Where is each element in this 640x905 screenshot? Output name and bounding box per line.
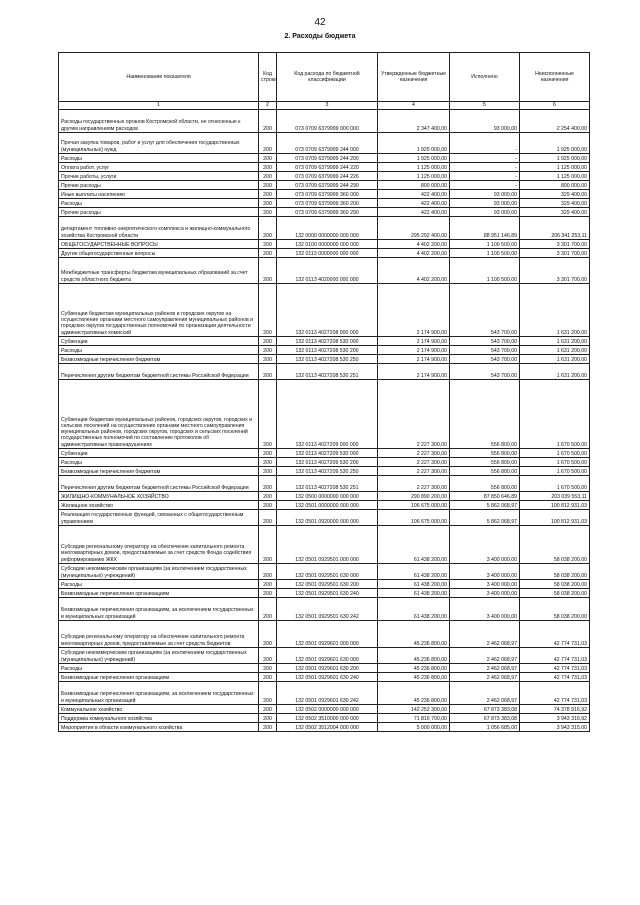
cell-executed: 3 400 000,00: [450, 564, 520, 580]
cell-approved: 2 227 300,00: [378, 476, 450, 492]
cell-unexecuted: 58 038 200,00: [520, 580, 590, 589]
cell-approved: 422 400,00: [378, 208, 450, 217]
cell-executed: 543 700,00: [450, 355, 520, 364]
cell-name: Расходы: [59, 580, 259, 589]
cell-class-code: 132 0501 0929501 630 000: [277, 564, 378, 580]
cell-line-code: 200: [259, 190, 277, 199]
cell-unexecuted: 3 943 316,92: [520, 714, 590, 723]
cell-line-code: 200: [259, 284, 277, 337]
cell-executed: 93 000,00: [450, 190, 520, 199]
cell-line-code: 200: [259, 380, 277, 449]
cell-line-code: 200: [259, 673, 277, 682]
cell-executed: -: [450, 154, 520, 163]
table-row: [59, 258, 590, 284]
table-row: [59, 714, 590, 723]
cell-executed: 67 873 383,08: [450, 714, 520, 723]
cell-approved: 2 227 300,00: [378, 467, 450, 476]
cell-name: Субсидии некоммерческим организациям (за исключением государственных (муниципальных) учреждений): [59, 564, 259, 580]
cell-executed: 543 700,00: [450, 364, 520, 380]
cell-line-code: 200: [259, 714, 277, 723]
cell-approved: 4 402 200,00: [378, 249, 450, 258]
cell-executed: 5 862 068,97: [450, 510, 520, 526]
cell-approved: 45 236 800,00: [378, 621, 450, 648]
cell-unexecuted: 1 631 200,00: [520, 346, 590, 355]
cell-line-code: 200: [259, 110, 277, 133]
cell-line-code: 200: [259, 705, 277, 714]
cell-approved: 142 252 300,00: [378, 705, 450, 714]
cell-executed: 3 400 000,00: [450, 598, 520, 621]
cell-unexecuted: 1 631 200,00: [520, 284, 590, 337]
cell-approved: 2 347 400,00: [378, 110, 450, 133]
table-row: [59, 449, 590, 458]
col-number: 6: [520, 102, 590, 110]
cell-class-code: 132 0113 4027208 530 000: [277, 337, 378, 346]
cell-class-code: 132 0501 0929601 630 240: [277, 673, 378, 682]
cell-line-code: 200: [259, 648, 277, 664]
cell-executed: 556 800,00: [450, 449, 520, 458]
cell-line-code: 200: [259, 258, 277, 284]
cell-unexecuted: 58 038 200,00: [520, 526, 590, 564]
cell-line-code: 200: [259, 337, 277, 346]
cell-unexecuted: 42 774 731,03: [520, 648, 590, 664]
table-row: [59, 190, 590, 199]
cell-class-code: 132 0502 3512004 000 000: [277, 723, 378, 732]
cell-line-code: 200: [259, 501, 277, 510]
table-row: [59, 476, 590, 492]
cell-class-code: 132 0501 0929601 630 242: [277, 682, 378, 705]
table-row: [59, 364, 590, 380]
cell-unexecuted: 3 301 700,00: [520, 249, 590, 258]
table-row: [59, 673, 590, 682]
page-number: 42: [314, 17, 326, 28]
cell-line-code: 200: [259, 492, 277, 501]
cell-class-code: 132 0501 0920000 000 000: [277, 510, 378, 526]
cell-line-code: 200: [259, 364, 277, 380]
cell-unexecuted: 100 812 931,03: [520, 501, 590, 510]
table-row: [59, 510, 590, 526]
cell-name: Жилищное хозяйство: [59, 501, 259, 510]
cell-name: Иные выплаты населению: [59, 190, 259, 199]
cell-approved: 2 174 900,00: [378, 284, 450, 337]
cell-name: Субвенции: [59, 449, 259, 458]
cell-approved: 1 925 000,00: [378, 133, 450, 154]
cell-name: Расходы: [59, 664, 259, 673]
cell-line-code: 200: [259, 598, 277, 621]
cell-executed: 1 056 685,00: [450, 723, 520, 732]
cell-class-code: 132 0113 4027209 000 000: [277, 380, 378, 449]
cell-name: Прочие расходы: [59, 208, 259, 217]
cell-approved: 295 292 400,00: [378, 217, 450, 240]
col-number: 1: [59, 102, 259, 110]
cell-line-code: 200: [259, 240, 277, 249]
cell-class-code: 132 0502 3510000 000 000: [277, 714, 378, 723]
cell-approved: 290 890 200,00: [378, 492, 450, 501]
table-row: [59, 580, 590, 589]
cell-class-code: 132 0501 0929501 000 000: [277, 526, 378, 564]
cell-class-code: 132 0113 4027209 530 200: [277, 458, 378, 467]
cell-class-code: 132 0113 4027208 530 250: [277, 355, 378, 364]
cell-approved: 61 438 200,00: [378, 580, 450, 589]
cell-unexecuted: 1 670 500,00: [520, 476, 590, 492]
cell-approved: 4 402 200,00: [378, 258, 450, 284]
table-row: [59, 133, 590, 154]
cell-unexecuted: 1 631 200,00: [520, 364, 590, 380]
cell-name: ОБЩЕГОСУДАРСТВЕННЫЕ ВОПРОСЫ: [59, 240, 259, 249]
cell-name: Субсидии некоммерческим организациям (за исключением государственных (муниципальных) учреждений): [59, 648, 259, 664]
cell-unexecuted: 3 943 315,00: [520, 723, 590, 732]
cell-class-code: 132 0501 0929601 630 200: [277, 664, 378, 673]
col-number: 2: [259, 102, 277, 110]
cell-executed: 556 800,00: [450, 380, 520, 449]
cell-approved: 422 400,00: [378, 199, 450, 208]
cell-approved: 1 125 000,00: [378, 172, 450, 181]
cell-line-code: 200: [259, 355, 277, 364]
cell-unexecuted: 58 038 200,00: [520, 564, 590, 580]
cell-class-code: 132 0501 0000000 000 000: [277, 501, 378, 510]
table-row: [59, 467, 590, 476]
table-row: [59, 172, 590, 181]
table-row: [59, 240, 590, 249]
cell-unexecuted: 1 670 500,00: [520, 467, 590, 476]
table-row: [59, 458, 590, 467]
cell-line-code: 200: [259, 664, 277, 673]
cell-executed: 556 800,00: [450, 458, 520, 467]
cell-class-code: 132 0501 0929601 630 000: [277, 648, 378, 664]
cell-executed: 3 400 000,00: [450, 589, 520, 598]
cell-unexecuted: 74 378 916,92: [520, 705, 590, 714]
cell-class-code: 073 0709 6379999 244 290: [277, 181, 378, 190]
cell-unexecuted: 3 301 700,00: [520, 258, 590, 284]
cell-executed: 543 700,00: [450, 284, 520, 337]
table-row: [59, 664, 590, 673]
cell-name: Прочая закупка товаров, работ и услуг для обеспечения государственных (муниципальных) нужд: [59, 133, 259, 154]
cell-unexecuted: 1 670 500,00: [520, 380, 590, 449]
cell-class-code: 132 0113 4027209 530 250: [277, 467, 378, 476]
header-line-code: Код строки: [259, 53, 277, 102]
cell-unexecuted: 58 038 200,00: [520, 589, 590, 598]
cell-name: Перечисления другим бюджетам бюджетной системы Российской Федерации: [59, 364, 259, 380]
cell-executed: 2 462 068,97: [450, 648, 520, 664]
cell-name: Субсидии региональному оператору на обеспечение капитального ремонта многоквартирных домов, предоставляемые за счет средств Фонда содействия реформированию ЖКХ: [59, 526, 259, 564]
cell-approved: 800 000,00: [378, 181, 450, 190]
cell-name: Субвенции бюджетам муниципальных районов, городских округов, городских и сельских поселений на осуществление органами местного самоуправления муниципальных районов, городских округов, городских и сельских поселений государственных полномочий по составлению протоколов об административных правонарушениях: [59, 380, 259, 449]
header-approved: Утвержденные бюджетные назначения: [378, 53, 450, 102]
cell-line-code: 200: [259, 199, 277, 208]
table-row: [59, 110, 590, 133]
cell-class-code: 073 0709 6379999 244 000: [277, 133, 378, 154]
table-row: [59, 346, 590, 355]
cell-unexecuted: 206 341 253,11: [520, 217, 590, 240]
cell-executed: 2 462 068,97: [450, 673, 520, 682]
cell-line-code: 200: [259, 580, 277, 589]
table-row: [59, 526, 590, 564]
cell-unexecuted: 3 301 700,00: [520, 240, 590, 249]
cell-approved: 2 174 900,00: [378, 346, 450, 355]
cell-approved: 45 236 800,00: [378, 682, 450, 705]
table-row: [59, 249, 590, 258]
cell-name: Коммунальное хозяйство: [59, 705, 259, 714]
cell-class-code: 073 0709 6379999 360 200: [277, 199, 378, 208]
cell-name: Межбюджетные трансферты бюджетам муниципальных образований за счет средств областного бюджета: [59, 258, 259, 284]
cell-line-code: 200: [259, 723, 277, 732]
cell-name: Безвозмездные перечисления организациям, за исключением государственных и муниципальных организаций: [59, 598, 259, 621]
cell-class-code: 132 0500 0000000 000 000: [277, 492, 378, 501]
cell-class-code: 073 0709 6379999 244 220: [277, 163, 378, 172]
table-row: [59, 380, 590, 449]
cell-approved: 2 174 900,00: [378, 364, 450, 380]
cell-approved: 45 236 800,00: [378, 648, 450, 664]
cell-name: ЖИЛИЩНО-КОММУНАЛЬНОЕ ХОЗЯЙСТВО: [59, 492, 259, 501]
cell-unexecuted: 1 631 200,00: [520, 337, 590, 346]
cell-unexecuted: 1 125 000,00: [520, 163, 590, 172]
cell-unexecuted: 58 038 200,00: [520, 598, 590, 621]
cell-approved: 45 236 800,00: [378, 664, 450, 673]
cell-class-code: 073 0709 6379999 360 000: [277, 190, 378, 199]
cell-class-code: 132 0113 4027209 530 000: [277, 449, 378, 458]
cell-executed: 1 100 500,00: [450, 258, 520, 284]
cell-name: Расходы: [59, 346, 259, 355]
table-row: [59, 589, 590, 598]
col-number: 5: [450, 102, 520, 110]
cell-unexecuted: 329 400,00: [520, 208, 590, 217]
table-row: [59, 648, 590, 664]
cell-line-code: 200: [259, 249, 277, 258]
cell-unexecuted: 100 812 931,03: [520, 510, 590, 526]
cell-approved: 5 000 000,00: [378, 723, 450, 732]
table-row: [59, 355, 590, 364]
table-row: [59, 682, 590, 705]
cell-class-code: 132 0113 4027208 530 251: [277, 364, 378, 380]
cell-class-code: 132 0113 0000000 000 000: [277, 249, 378, 258]
cell-unexecuted: 42 774 731,03: [520, 682, 590, 705]
cell-executed: 88 951 146,89: [450, 217, 520, 240]
cell-name: Безвозмездные перечисления организациям: [59, 673, 259, 682]
cell-executed: 93 000,00: [450, 199, 520, 208]
col-number: 3: [277, 102, 378, 110]
table-row: [59, 705, 590, 714]
cell-executed: 87 850 646,89: [450, 492, 520, 501]
cell-line-code: 200: [259, 181, 277, 190]
table-row: [59, 598, 590, 621]
cell-approved: 106 675 000,00: [378, 501, 450, 510]
cell-class-code: 132 0100 0000000 000 000: [277, 240, 378, 249]
cell-unexecuted: 1 670 500,00: [520, 458, 590, 467]
cell-executed: 1 100 500,00: [450, 249, 520, 258]
cell-approved: 45 236 800,00: [378, 673, 450, 682]
cell-executed: 556 800,00: [450, 476, 520, 492]
cell-approved: 2 174 900,00: [378, 337, 450, 346]
section-title: 2. Расходы бюджета: [284, 33, 356, 40]
cell-approved: 106 675 000,00: [378, 510, 450, 526]
cell-executed: 2 462 068,97: [450, 621, 520, 648]
cell-name: Безвозмездные перечисления бюджетам: [59, 355, 259, 364]
cell-executed: 93 000,00: [450, 208, 520, 217]
cell-unexecuted: 42 774 731,03: [520, 673, 590, 682]
cell-executed: -: [450, 181, 520, 190]
cell-executed: 2 462 068,97: [450, 664, 520, 673]
table-row: [59, 181, 590, 190]
header-executed: Исполнено: [450, 53, 520, 102]
table-body: [59, 110, 590, 732]
cell-line-code: 200: [259, 217, 277, 240]
cell-class-code: 132 0113 4027208 530 200: [277, 346, 378, 355]
cell-approved: 2 174 900,00: [378, 355, 450, 364]
table-row: [59, 501, 590, 510]
cell-name: Мероприятия в области коммунального хозяйства: [59, 723, 259, 732]
cell-class-code: 132 0000 0000000 000 000: [277, 217, 378, 240]
cell-class-code: 132 0501 0929501 630 200: [277, 580, 378, 589]
cell-line-code: 200: [259, 346, 277, 355]
cell-approved: 1 925 000,00: [378, 154, 450, 163]
header-unexecuted: Неисполненные назначения: [520, 53, 590, 102]
cell-unexecuted: 1 670 500,00: [520, 449, 590, 458]
cell-approved: 2 227 300,00: [378, 458, 450, 467]
cell-class-code: 132 0501 0929601 000 000: [277, 621, 378, 648]
cell-name: Прочие работы, услуги: [59, 172, 259, 181]
cell-executed: -: [450, 172, 520, 181]
cell-approved: 2 227 300,00: [378, 380, 450, 449]
cell-line-code: 200: [259, 154, 277, 163]
cell-approved: 61 438 200,00: [378, 598, 450, 621]
cell-name: Субвенции: [59, 337, 259, 346]
cell-unexecuted: 1 925 000,00: [520, 133, 590, 154]
table-row: [59, 621, 590, 648]
table-row: [59, 199, 590, 208]
cell-line-code: 200: [259, 510, 277, 526]
cell-line-code: 200: [259, 133, 277, 154]
cell-class-code: 132 0502 0000000 000 000: [277, 705, 378, 714]
cell-name: Расходы государственных органов Костромской области, не отнесенные к другим направлениям расходов: [59, 110, 259, 133]
cell-executed: 3 400 000,00: [450, 580, 520, 589]
cell-name: Оплата работ, услуг: [59, 163, 259, 172]
cell-approved: 4 402 200,00: [378, 240, 450, 249]
expenses-table: [58, 52, 590, 732]
cell-unexecuted: 329 400,00: [520, 199, 590, 208]
cell-unexecuted: 1 631 200,00: [520, 355, 590, 364]
cell-name: Поддержка коммунального хозяйства: [59, 714, 259, 723]
cell-line-code: 200: [259, 589, 277, 598]
cell-executed: 543 700,00: [450, 346, 520, 355]
cell-name: Субвенции бюджетам муниципальных районов и городских округов на осуществление органами местного самоуправления муниципальных районов и городских округов государственных полномочий по организации деятельности административных комиссий: [59, 284, 259, 337]
cell-approved: 1 125 000,00: [378, 163, 450, 172]
cell-unexecuted: 42 774 731,03: [520, 621, 590, 648]
cell-name: Другие общегосударственные вопросы: [59, 249, 259, 258]
cell-class-code: 132 0501 0929501 630 240: [277, 589, 378, 598]
cell-name: Субсидии региональному оператору на обеспечение капитального ремонта многоквартирных домов, предоставляемые за счет средств бюджетов: [59, 621, 259, 648]
cell-name: департамент топливно-энергетического комплекса и жилищно-коммунального хозяйства Костромской области: [59, 217, 259, 240]
cell-name: Безвозмездные перечисления организациям: [59, 589, 259, 598]
cell-name: Расходы: [59, 199, 259, 208]
cell-unexecuted: 329 400,00: [520, 190, 590, 199]
cell-class-code: 132 0113 4027208 000 000: [277, 284, 378, 337]
cell-line-code: 200: [259, 449, 277, 458]
cell-name: Прочие расходы: [59, 181, 259, 190]
cell-name: Расходы: [59, 458, 259, 467]
cell-line-code: 200: [259, 163, 277, 172]
table-row: [59, 154, 590, 163]
cell-class-code: 132 0113 4020000 000 000: [277, 258, 378, 284]
table-row: [59, 564, 590, 580]
cell-name: Реализация государственных функций, связанных с общегосударственным управлением: [59, 510, 259, 526]
cell-executed: 1 100 500,00: [450, 240, 520, 249]
cell-executed: 67 873 383,08: [450, 705, 520, 714]
cell-approved: 61 438 200,00: [378, 526, 450, 564]
cell-unexecuted: 2 254 400,00: [520, 110, 590, 133]
header-name: Наименование показателя: [59, 53, 259, 102]
cell-class-code: 073 0709 6379999 244 226: [277, 172, 378, 181]
cell-approved: 61 438 200,00: [378, 589, 450, 598]
cell-executed: 543 700,00: [450, 337, 520, 346]
cell-class-code: 073 0709 6379999 000 000: [277, 110, 378, 133]
table-row: [59, 208, 590, 217]
cell-executed: 3 400 000,00: [450, 526, 520, 564]
cell-unexecuted: 1 925 000,00: [520, 154, 590, 163]
table-row: [59, 284, 590, 337]
cell-name: Безвозмездные перечисления организациям, за исключением государственных и муниципальных организаций: [59, 682, 259, 705]
cell-name: Расходы: [59, 154, 259, 163]
table-row: [59, 492, 590, 501]
cell-line-code: 200: [259, 476, 277, 492]
table-row: [59, 723, 590, 732]
cell-approved: 61 438 200,00: [378, 564, 450, 580]
table-row: [59, 163, 590, 172]
cell-approved: 422 400,00: [378, 190, 450, 199]
cell-line-code: 200: [259, 621, 277, 648]
cell-name: Перечисления другим бюджетам бюджетной системы Российской Федерации: [59, 476, 259, 492]
col-number: 4: [378, 102, 450, 110]
cell-unexecuted: 42 774 731,03: [520, 664, 590, 673]
cell-class-code: 073 0709 6379999 360 290: [277, 208, 378, 217]
cell-unexecuted: 203 039 553,11: [520, 492, 590, 501]
table-row: [59, 217, 590, 240]
cell-line-code: 200: [259, 467, 277, 476]
cell-unexecuted: 800 000,00: [520, 181, 590, 190]
cell-class-code: 132 0501 0929501 630 242: [277, 598, 378, 621]
cell-class-code: 132 0113 4027208 530 251: [277, 476, 378, 492]
cell-executed: -: [450, 133, 520, 154]
table-row: [59, 337, 590, 346]
cell-line-code: 200: [259, 458, 277, 467]
cell-line-code: 200: [259, 172, 277, 181]
cell-approved: 2 227 300,00: [378, 449, 450, 458]
cell-unexecuted: 1 125 000,00: [520, 172, 590, 181]
cell-executed: 93 000,00: [450, 110, 520, 133]
cell-executed: -: [450, 163, 520, 172]
cell-line-code: 200: [259, 526, 277, 564]
cell-line-code: 200: [259, 564, 277, 580]
cell-executed: 556 800,00: [450, 467, 520, 476]
cell-executed: 2 462 068,97: [450, 682, 520, 705]
cell-approved: 71 816 700,00: [378, 714, 450, 723]
cell-executed: 5 862 068,97: [450, 501, 520, 510]
cell-line-code: 200: [259, 208, 277, 217]
cell-line-code: 200: [259, 682, 277, 705]
cell-name: Безвозмездные перечисления бюджетам: [59, 467, 259, 476]
cell-class-code: 073 0709 6379999 244 200: [277, 154, 378, 163]
header-class-code: Код расхода по бюджетной классификации: [277, 53, 378, 102]
